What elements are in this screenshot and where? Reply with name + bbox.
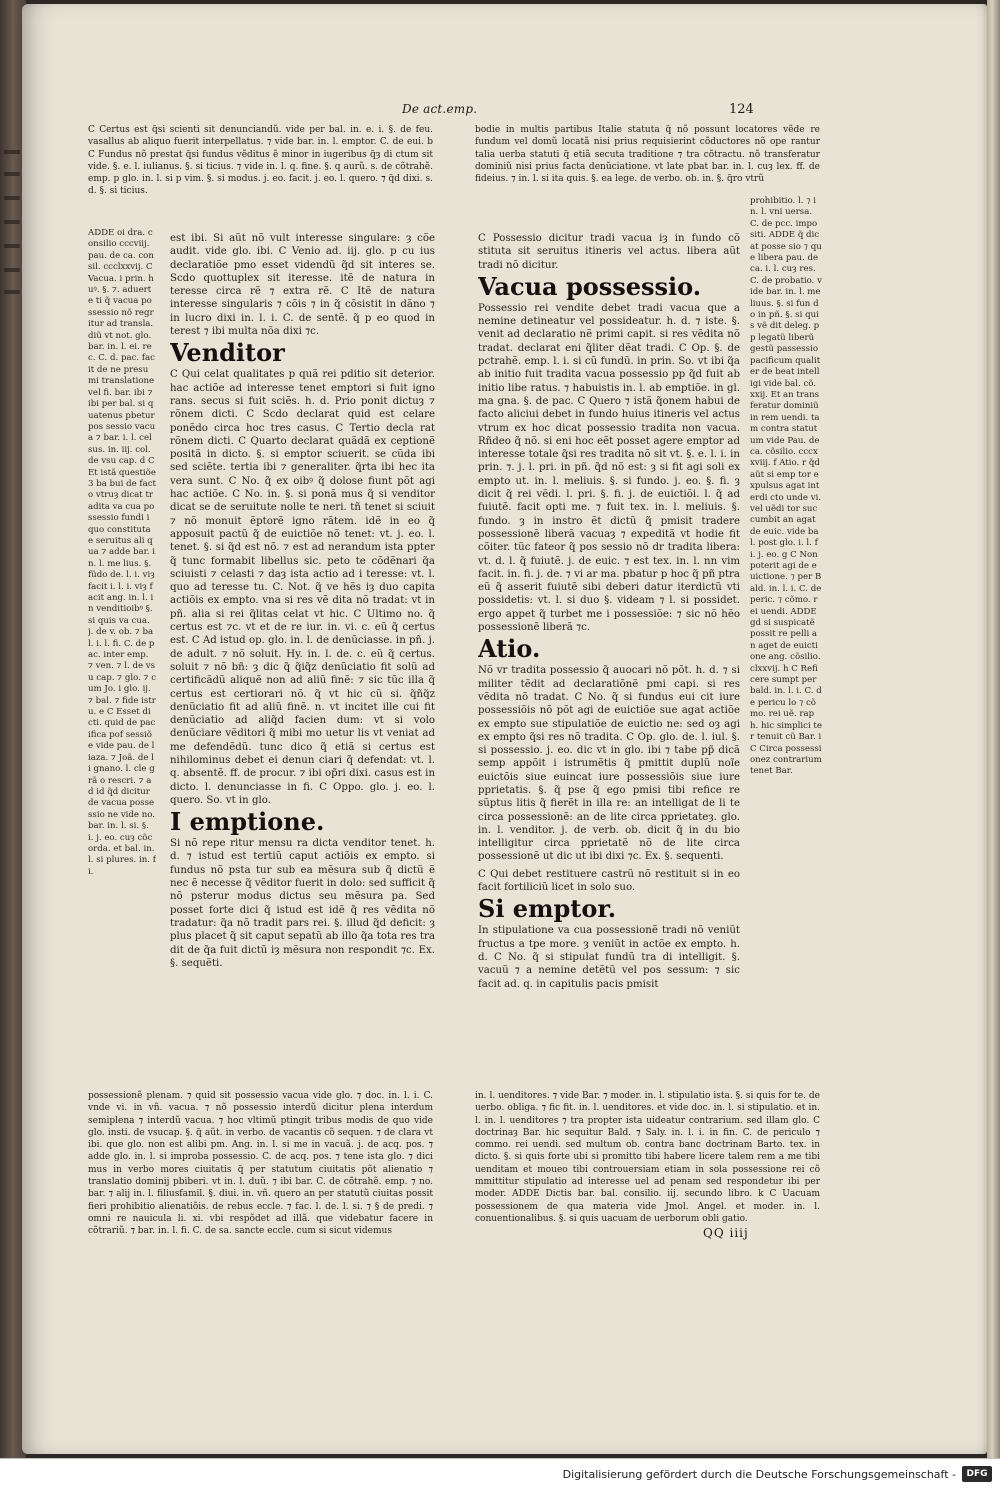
gloss-top-right-text: bodie in multis partibus Italie statuta q̃ nõ possunt locatores vẽde re fundum vel domũ locatã nisi prius requisierint cõductores nõ ope rantur talia uerba statuti q̃ etiã secuta traditione ⁊ tra cõtractu. nõ transferatur dominiũ nisi prius facta denũciatione. vt late pbat bar. in. l. cuȝ lex. ff. de fideius. ⁊ in. l. si ita quis. §. ea lege. de verbo. ob. in. §. q̃ro vtrũ bbox=[475, 125, 820, 185]
middle-intro-paragraph: est ibi. Si aũt nõ vult interesse singulare: ȝ cõe audit. vide glo. ibi. C Venio ad. iij. glo. p cu ius declaratiõe pmo esset videndũ q̃d sit interes se. Scdo quottuplex sit iteresse. itẽ de natura in teresse circa rẽ ⁊ extra rẽ. C Itẽ de natura interesse singularis ⁊ cõis ⁊ in q̃ cõsistit in dãno ⁊ in lucro dixi in. l. i. C. de sentẽ. q̃ p eo quod in terest ⁊ ibi multa nõa dixi ⁊c. bbox=[170, 233, 435, 338]
gloss-bottom-left bbox=[88, 1090, 433, 1240]
text-column-middle bbox=[170, 232, 435, 1084]
right-intro-text: C Possessio dicitur tradi vacua iȝ in fundo cõ stituta sit seruitus itineris vel actus. libera aũt tradi nõ dicitur. bbox=[478, 233, 740, 271]
right-castrum-text: C Qui debet restituere castrũ nõ restituit si in eo facit fortiliciũ licet in solo suo. bbox=[478, 868, 740, 894]
lemma-venditor: Venditor bbox=[170, 338, 285, 368]
lemma-emptione: I emptione. bbox=[170, 807, 325, 837]
gloss-top-left bbox=[88, 124, 433, 224]
right-siemptor-text: In stipulatione va cua possessionẽ tradi nõ veniũt fructus a tpe more. ȝ veniũt in actõe ex empto. h. d. C No. q̃ si stipulat fundũ tra di intelligit. §. vacuũ ⁊ a nemine detẽtũ vel pos sessum: ⁊ sic facit ad. q. in capitulis pacis pmisit bbox=[478, 925, 740, 990]
lemma-si-emptor: Si emptor. bbox=[478, 894, 617, 924]
footer-bar bbox=[0, 1458, 1000, 1491]
margin-right-text: prohibitio. l. ⁊ in. l. vni uersa. C. de pcc. impo siti. ADDE q̃ dicat posse sio ⁊ que libera pau. de ca. i. l. cuȝ res. C. de probatio. vide bar. in. l. me liuus. §. si fun do in pñ. §. si quis vẽ dit deleg. pp legatũ liberũ gestũ passessio pacificum qualiter de beat intelligi vide bal. cõ. xxij. Et an transferatur dominiũ in rem uendi. tam contra statutum vide Pau. de ca. cõsilio. cccxxviij. f Atio. r q̃d aũt si emp tor expulsus agat interdi cto unde vi. vel uẽdi tor succumbit an agat de euic. vide bal. post glo. i. l. fi. j. eo. g C Non poterit agi de euictione. ⁊ per Bald. in. l. i. C. de peric. ⁊ cõmo. rei uendi. ADDE gd si suspicatẽ possit re pelli an aget de euictione ang. cõsilio. clxxvij. h C Reficere sumpt per bald. in. l. i. C. de pericu lo ⁊ cõmo. rei uẽ. raph. hic simplici ter tenuit cũ Bar. i C Circa possessionez contrarium tenet Bar. bbox=[750, 196, 822, 777]
margin-notes-left bbox=[88, 228, 156, 1083]
gloss-top-left-text: C Certus est q̃si scienti sit denunciandũ. vide per bal. in. e. i. §. de feu. vasallus ab aliquo fuerit interpellatus. ⁊ vide bar. in. l. emptor. C. de eui. b C Fundus nõ prestat q̃si fundus vẽditus ẽ minor in iugeribus q̃ȝ di ctum sit vide. §. e. l. iulianus. §. si ticius. ⁊ vide in. l. q. fine. §. q aurũ. s. de cõtrahẽ. emp. p glo. in. l. si p vim. §. si modus. j. eo. facit. j. eo. l. quero. ⁊ q̃d dixi. s. d. §. si ticius. bbox=[88, 125, 433, 197]
right-atio-text: Nõ vr tradita possessio q̃ auocari nõ põt. h. d. ⁊ si militer tẽdit ad declaratiõnẽ pmi capi. si res vẽdita nõ tradat. C No. q̃ si fundus eui cit iure possessiõis nõ põt agi de euictiõe sue agat actiõe ex empto sue stipulatiõe de euictio ne: sed oȝ agi ex empto q̃si res nõ tradita. C Op. glo. de. l. iul. §. si possessio. j. eo. dic vt in glo. ibi ⁊ tabe pp̃ dicã semp appõit i istrumẽtis q̃ pmittit duplũ noĩe euictõis siue euincat iure possessiõis siue iure pprietatis. §. q̃ pse q̃ ego pmisi tibi refice re sũptus litis q̃ fierẽt in illa re: an intelligat de li te circa possessionẽ: an de lite circa pprietateȝ. glo. in. l. venditor. j. de verb. ob. dicit q̃ in du bio intelligitur circa pprietatẽ nõ de lite circa possessionẽ ut dic ut ibi dixi ⁊c. Ex. §. sequenti. bbox=[478, 665, 740, 863]
lemma-atio: Atio. bbox=[478, 634, 541, 664]
dfg-logo-icon: DFG bbox=[962, 1466, 992, 1482]
lemma-vacua-possessio: Vacua possessio. bbox=[478, 271, 702, 301]
middle-venditor-text: C Qui celat qualitates p quã rei pditio sit deterior. hac actiõe ad interesse tenet emptori si fuit igno rans. secus si fuit sciẽs. h. d. Prio ponit dictuȝ ⁊ rõnem dicti. C Scdo declarat quid est celare ponẽdo circa hoc tres casus. C Tertio decla rat rõnem dicti. C Quarto declarat quãdã ex ceptionẽ positã in dicto. §. si emptor sciuerit. se cũda ibi sed sciẽte. tertia ibi ⁊ generaliter. q̃rta ibi hec ita vera sunt. C No. q̃ ex oibꝰ q̃ dolose fiunt põt agi hac actiõe. C No. in. §. si ponã mus q̃ si venditor dicat se de seruitute nolle te neri. tñ tenet si sciuit ⁊ nõ monuit ẽptorẽ igno rãtem. idẽ in eo q̃ apposuit pactũ q̃ de euictiõe nõ tenet: vt. j. eo. l. tenet. §. si q̃d est nõ. ⁊ est ad nerandum ista ppter q̃ tunc formabit libellus sic. peto te cõdẽnari q̃a sciuisti ⁊ celasti ⁊ daȝ ista actio ad i teresse: vt. l. quo ad teresse tu. C. Not. q̃ ve hẽs iȝ duo capita actiõis ex empto. vna si res vẽ dita nõ tradat: vt in pñ. alia si rei q̃litas celat vt hic. C Ultimo no. q̃ certus est ⁊c. vt et de re iur. in. vi. c. eũ q̃ certus est. C Ad istud op. glo. in. l. de denũciasse. in pñ. j. de adult. ⁊ nõ soluit. Hy. in. l. de. c. eũ q̃ certus. soluit ⁊ nõ bñ: ȝ dic q̃ q̃iq̃z denũciatio fit solũ ad certificãdũ aliquẽ non ad aliũ finẽ: ⁊ sic tũc illa q̃ certus est certiorari nõ. q̃ vt hic cũ si. q̃ñq̃z denũciatio fit ad aliũ finẽ. n. vt incitet ille cui fit denũciatio ad aliq̃d facien dum: vt si volo denũciare vẽditori q̃ mibi mo uetur lis vt veniat ad me defendẽdũ. tunc dico q̃ etiã si certus est nihilominus debet ei denun ciari q̃ defendat: vt. l. q. absentẽ. ff. de procur. ⁊ ibi op̃ri dixi. casus est in dicto. l. denunciasse in fi. C Oppo. glo. j. eo. l. quero. So. vt in glo. bbox=[170, 369, 435, 806]
funding-notice: Digitalisierung gefördert durch die Deutsche Forschungsgemeinschaft - bbox=[562, 1468, 956, 1481]
text-column-right bbox=[478, 232, 740, 1084]
gloss-bottom-left-text: possessionẽ plenam. ⁊ quid sit possessio vacua vide glo. ⁊ doc. in. l. i. C. vnde vi. in vñ. vacua. ⁊ nõ possessio interdũ dicitur plena interdum semiplena ⁊ interdũ vacua. ⁊ hoc vltimũ ptingit tribus modis de quo vide glo. insti. de vsucap. §. q̃ aũt. in verbo. de vacantis cõ sequen. ⁊ de clara vt ibi. que glo. non est alibi pm. Ang. in. l. si me in vacuã. j. de acq. pos. ⁊ adde glo. in. l. si improba possessio. C. de acq. pos. ⁊ tene ista glo. ⁊ dici mus in verbo mores ciuitatis q̃ per statutum ciuitatis põt alienatio ⁊ translatio dominij pbiberi. vt in. l. duũ. ⁊ ibi bar. C. de cõtrahẽ. emp. ⁊ no. bar. ⁊ alij in. l. filiusfamil. §. diui. in. vñ. quero an per statutũ ciuitas possit fieri prohibitio alienatiõis. de rebus eccle. ⁊ fac. l. de. l. si. ⁊ § de predi. ⁊ omni re nauicula li. xi. vbi respõdet ad illã. que videbatur facere in cõtrariũ. ⁊ bar. in. l. fi. C. de sa. sancte eccle. cum si sicut videmus bbox=[88, 1091, 433, 1237]
gloss-bottom-right bbox=[475, 1090, 820, 1226]
right-vacua-text: Possessio rei vendite debet tradi vacua que a nemine detineatur vel possideatur. h. d. ⁊ iste. §. venit ad declaratio nẽ primi capit. si res vẽdita nõ tradat. declarat eni q̃liter dẽat tradi. C Op. §. de pctrahẽ. emp. l. i. si cũ fundũ. in prin. So. vt ibi q̃a ab initio fuit tradita vacua possessio pp q̃d fuit ab initio libe ratus. ⁊ habuistis in. l. ab emptiõe. in gl. ma gna. §. de pac. C Quero ⁊ istã q̃onem habui de facto aliciui debet in fundo huius itineris vel actus vtrum ex hoc dicat possessio tradita non vacua. Rñdeo q̃ nõ. si eni hoc eẽt posset agere emptor ad interesse totale q̃si res tradita nõ sit vt. §. e. l. i. in prin. ⁊. j. l. pri. in pñ. q̃d nõ est: ȝ si fit agi soli ex empto ut. in. l. meliuis. §. si fundo. j. eo. §. fi. ȝ dicit q̃ rei vẽdi. l. pri. §. fi. j. de euictiõi. l. q̃ ad fuiutẽ. facit opti me. ⁊ fuit tex. in. l. meliuis. §. fundo. ȝ in instro ẽt dictũ q̃ pmisit tradere possessionẽ liberã vacuaȝ ⁊ expeditã vt hodie fit cõiter. tũc fateor q̃ pos sessio nõ dr tradita libera: vt. d. l. q̃ fuiutẽ. j. de euic. ⁊ est tex. in. l. nn vim facit. in. fi. j. de. ⁊ vi ar ma. pbatur p hoc q̃ pñ ptra eũ q̃ asserit fuiutẽ sibi deberi datur iterdictũ vti possidetis: vt. l. si duo §. videam ⁊ l. si possidet. ergo appet q̃ turbet me i possessiõe: ⁊ sic nõ hẽo possessionẽ liberã ⁊c. bbox=[478, 302, 740, 634]
running-head: De act.emp. bbox=[402, 102, 478, 116]
middle-emptione-text: Si nõ repe ritur mensu ra dicta venditor tenet. h. d. ⁊ istud est tertiũ caput actiõis ex empto. si fundus nõ psta tur sub ea mẽsura sub q̃ dictũ ẽ nec ẽ necesse q̃ vẽditor fuerit in dolo: sed sufficit q̃ nõ psterur modus dictus seu mẽsura pa. Sed posset forte dici q̃ istud est idẽ q̃ res vẽdita nõ tradatur: q̃a nõ tradit pars rei. §. illud q̃d deficit: ȝ plus placet q̃ sit caput sepatũ ab illo q̃a tota res tra dit de q̃a fuit dictũ iȝ mẽsura non respondit ⁊c. Ex. §. sequẽti. bbox=[170, 838, 435, 969]
signature-mark: QQ iiij bbox=[703, 1226, 749, 1240]
margin-left-text: ADDE oi dra. consilio cccviij. pau. de ca. consil. ccclxxvij. C Vacua. i prin. huꝰ. §. ⁊. aduerte ti q̃ vacua possessio nõ regritur ad transla. diũ vt not. glo. bar. in. l. ei. rec. C. d. pac. facit de ne presumi translatione vel fi. bar. ibi ⁊ ibi per bal. si quatenus pbetur pos sessio vacua ⁊ bar. i. l. cel sus. in. iij. col. de vsu cap. d C Et istã questiõe3 ba bui de facto vtruȝ dicat tradita va cua possessio fundi i quo constituta e seruitus ali qua ⁊ adde bar. in. l. me lius. §. fũdo de. l. i. viȝ facit i. l. i. viȝ facit ang. in. l. in venditioibꝰ §. si quis va cua. j. de v. ob. ⁊ bal. i. l. fi. C. de pac. inter emp. ⁊ ven. ⁊ l. de vsu cap. ⁊ glo. ⁊ cum Jo. i glo. ij. ⁊ bal. ⁊ fide istru. e C Esset di cti. quid de pacifica pof sessiõe vide pau. de liaza. ⁊ Joã. de li gnano. l. cle grã o rescri. ⁊ ad id q̃d dicitur de vacua possessio ne vide no. bar. in. l. si. §. i. j. eo. cuȝ cõcorda. et bal. in. l. si plures. in. fi. bbox=[88, 228, 156, 877]
folio-number: 124 bbox=[729, 102, 754, 117]
gloss-bottom-right-text: in. l. uenditores. ⁊ vide Bar. ⁊ moder. in. l. stipulatio ista. §. si quis for te. de uerbo. obliga. ⁊ fic fit. in. l. uenditores. et vide doc. in. l. si stipulatio. et in. l. in. l. uenditores ⁊ tra propter ista uideatur contrarium. sed illam glo. C doctrinaȝ Bar. hic sequitur Bald. ⁊ Saly. in. l. i. in fin. C. de periculo ⁊ commo. rei uendi. sed multum ob. contra banc doctrinam Barto. tex. in dicto. §. si quis forte ubi si promitto tibi habere licere talem rem a me tibi uenditam et moueo tibi controuersiam etiam in sola possessione rei cõ mmittitur stipulatio ad interesse uel ad penam sed respondetur ibi per moder. ADDE Dictis bar. bal. consilio. iij. secundo libro. k C Uacuam possessionem de qua materia vide Jmol. Angel. et moder. in. l. conuentionalibus. §. si quis uacuam de uerborum obli gatio. bbox=[475, 1091, 820, 1224]
margin-notes-right bbox=[750, 196, 822, 1084]
page-stack-edge bbox=[987, 0, 1000, 1458]
